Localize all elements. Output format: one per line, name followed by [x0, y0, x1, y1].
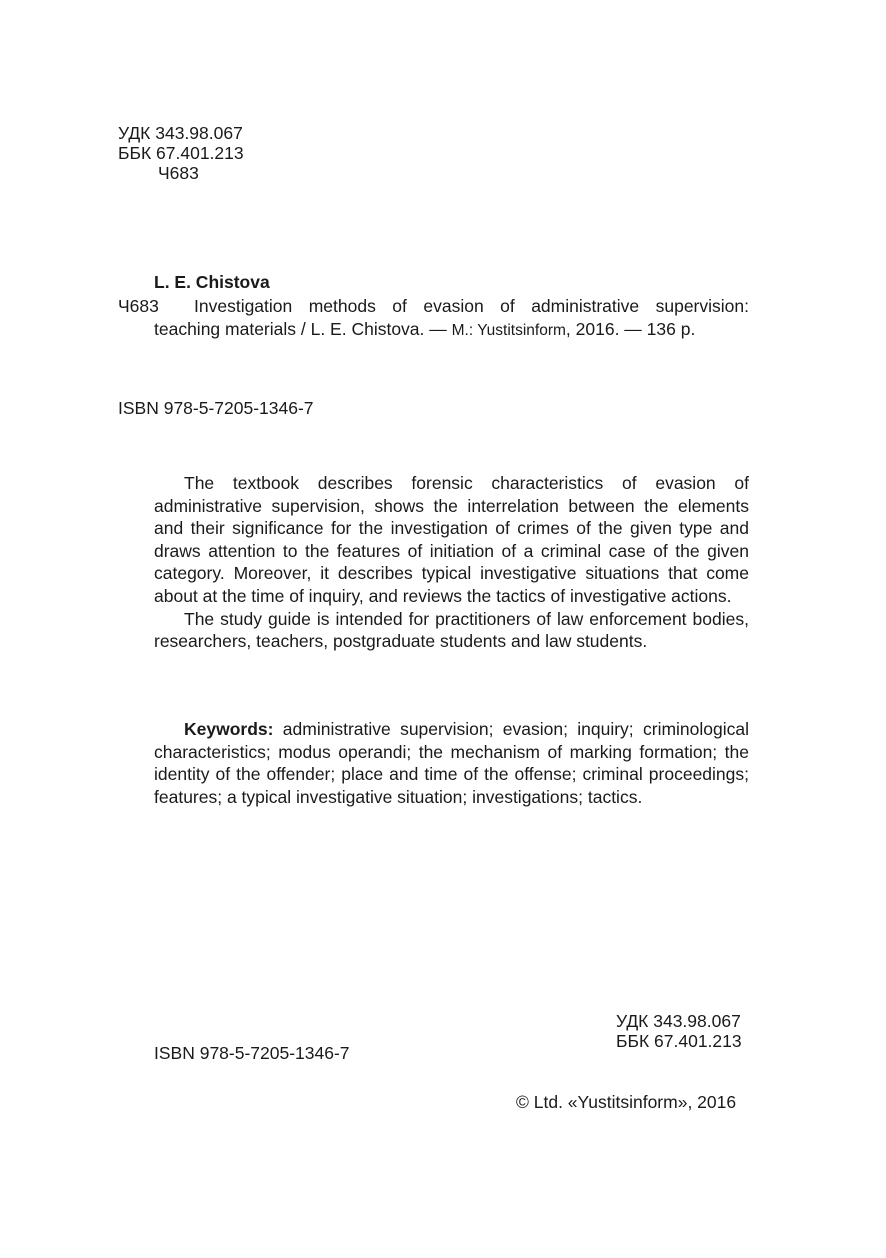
isbn-bottom: ISBN 978-5-7205-1346-7: [154, 1043, 350, 1063]
keywords-label: Keywords:: [184, 719, 274, 739]
entry-title-part-b: , 2016. — 136 p.: [565, 318, 696, 339]
copyright: © Ltd. «Yustitsinform», 2016: [516, 1092, 737, 1112]
keywords: [154, 718, 749, 808]
udk-code: УДК 343.98.067: [118, 123, 243, 143]
entry-title-line2: [154, 318, 749, 343]
entry-publisher: M.: Yustitsinform: [451, 321, 566, 339]
bottom-udk-code: УДК 343.98.067: [616, 1011, 741, 1031]
author-name: L. E. Chistova: [154, 272, 270, 292]
keywords-text: administrative supervision; evasion; inquiry; criminological characteristics; modus operandi; the mechanism of marking formation; the identity of the offender; place and time of the offense; criminal proceedings; features; a typical investigative situation; investigations; tactics.: [154, 719, 749, 807]
bbk-code: ББК 67.401.213: [118, 143, 244, 163]
isbn-top: ISBN 978-5-7205-1346-7: [118, 398, 314, 418]
bottom-classification: [616, 1011, 742, 1051]
bibliographic-entry: [154, 295, 749, 342]
entry-title-line1: Investigation methods of evasion of administrative supervision:: [194, 296, 749, 316]
entry-title-part-a: teaching materials / L. E. Chistova. —: [154, 318, 452, 339]
author-mark: Ч683: [158, 163, 199, 183]
abstract-paragraph-2: The study guide is intended for practitioners of law enforcement bodies, researchers, teachers, postgraduate students and law students.: [154, 608, 749, 652]
entry-code: Ч683: [118, 296, 159, 316]
classification-block: [118, 123, 244, 183]
abstract: [154, 472, 749, 653]
bottom-bbk-code: ББК 67.401.213: [616, 1031, 742, 1051]
abstract-paragraph-1: The textbook describes forensic characteristics of evasion of administrative supervision, shows the interrelation between the elements and their significance for the investigation of crimes of the given type and draws attention to the features of initiation of a criminal case of the given category. Moreover, it describes typical investigative situations that come about at the time of inquiry, and reviews the tactics of investigative actions.: [154, 473, 749, 606]
